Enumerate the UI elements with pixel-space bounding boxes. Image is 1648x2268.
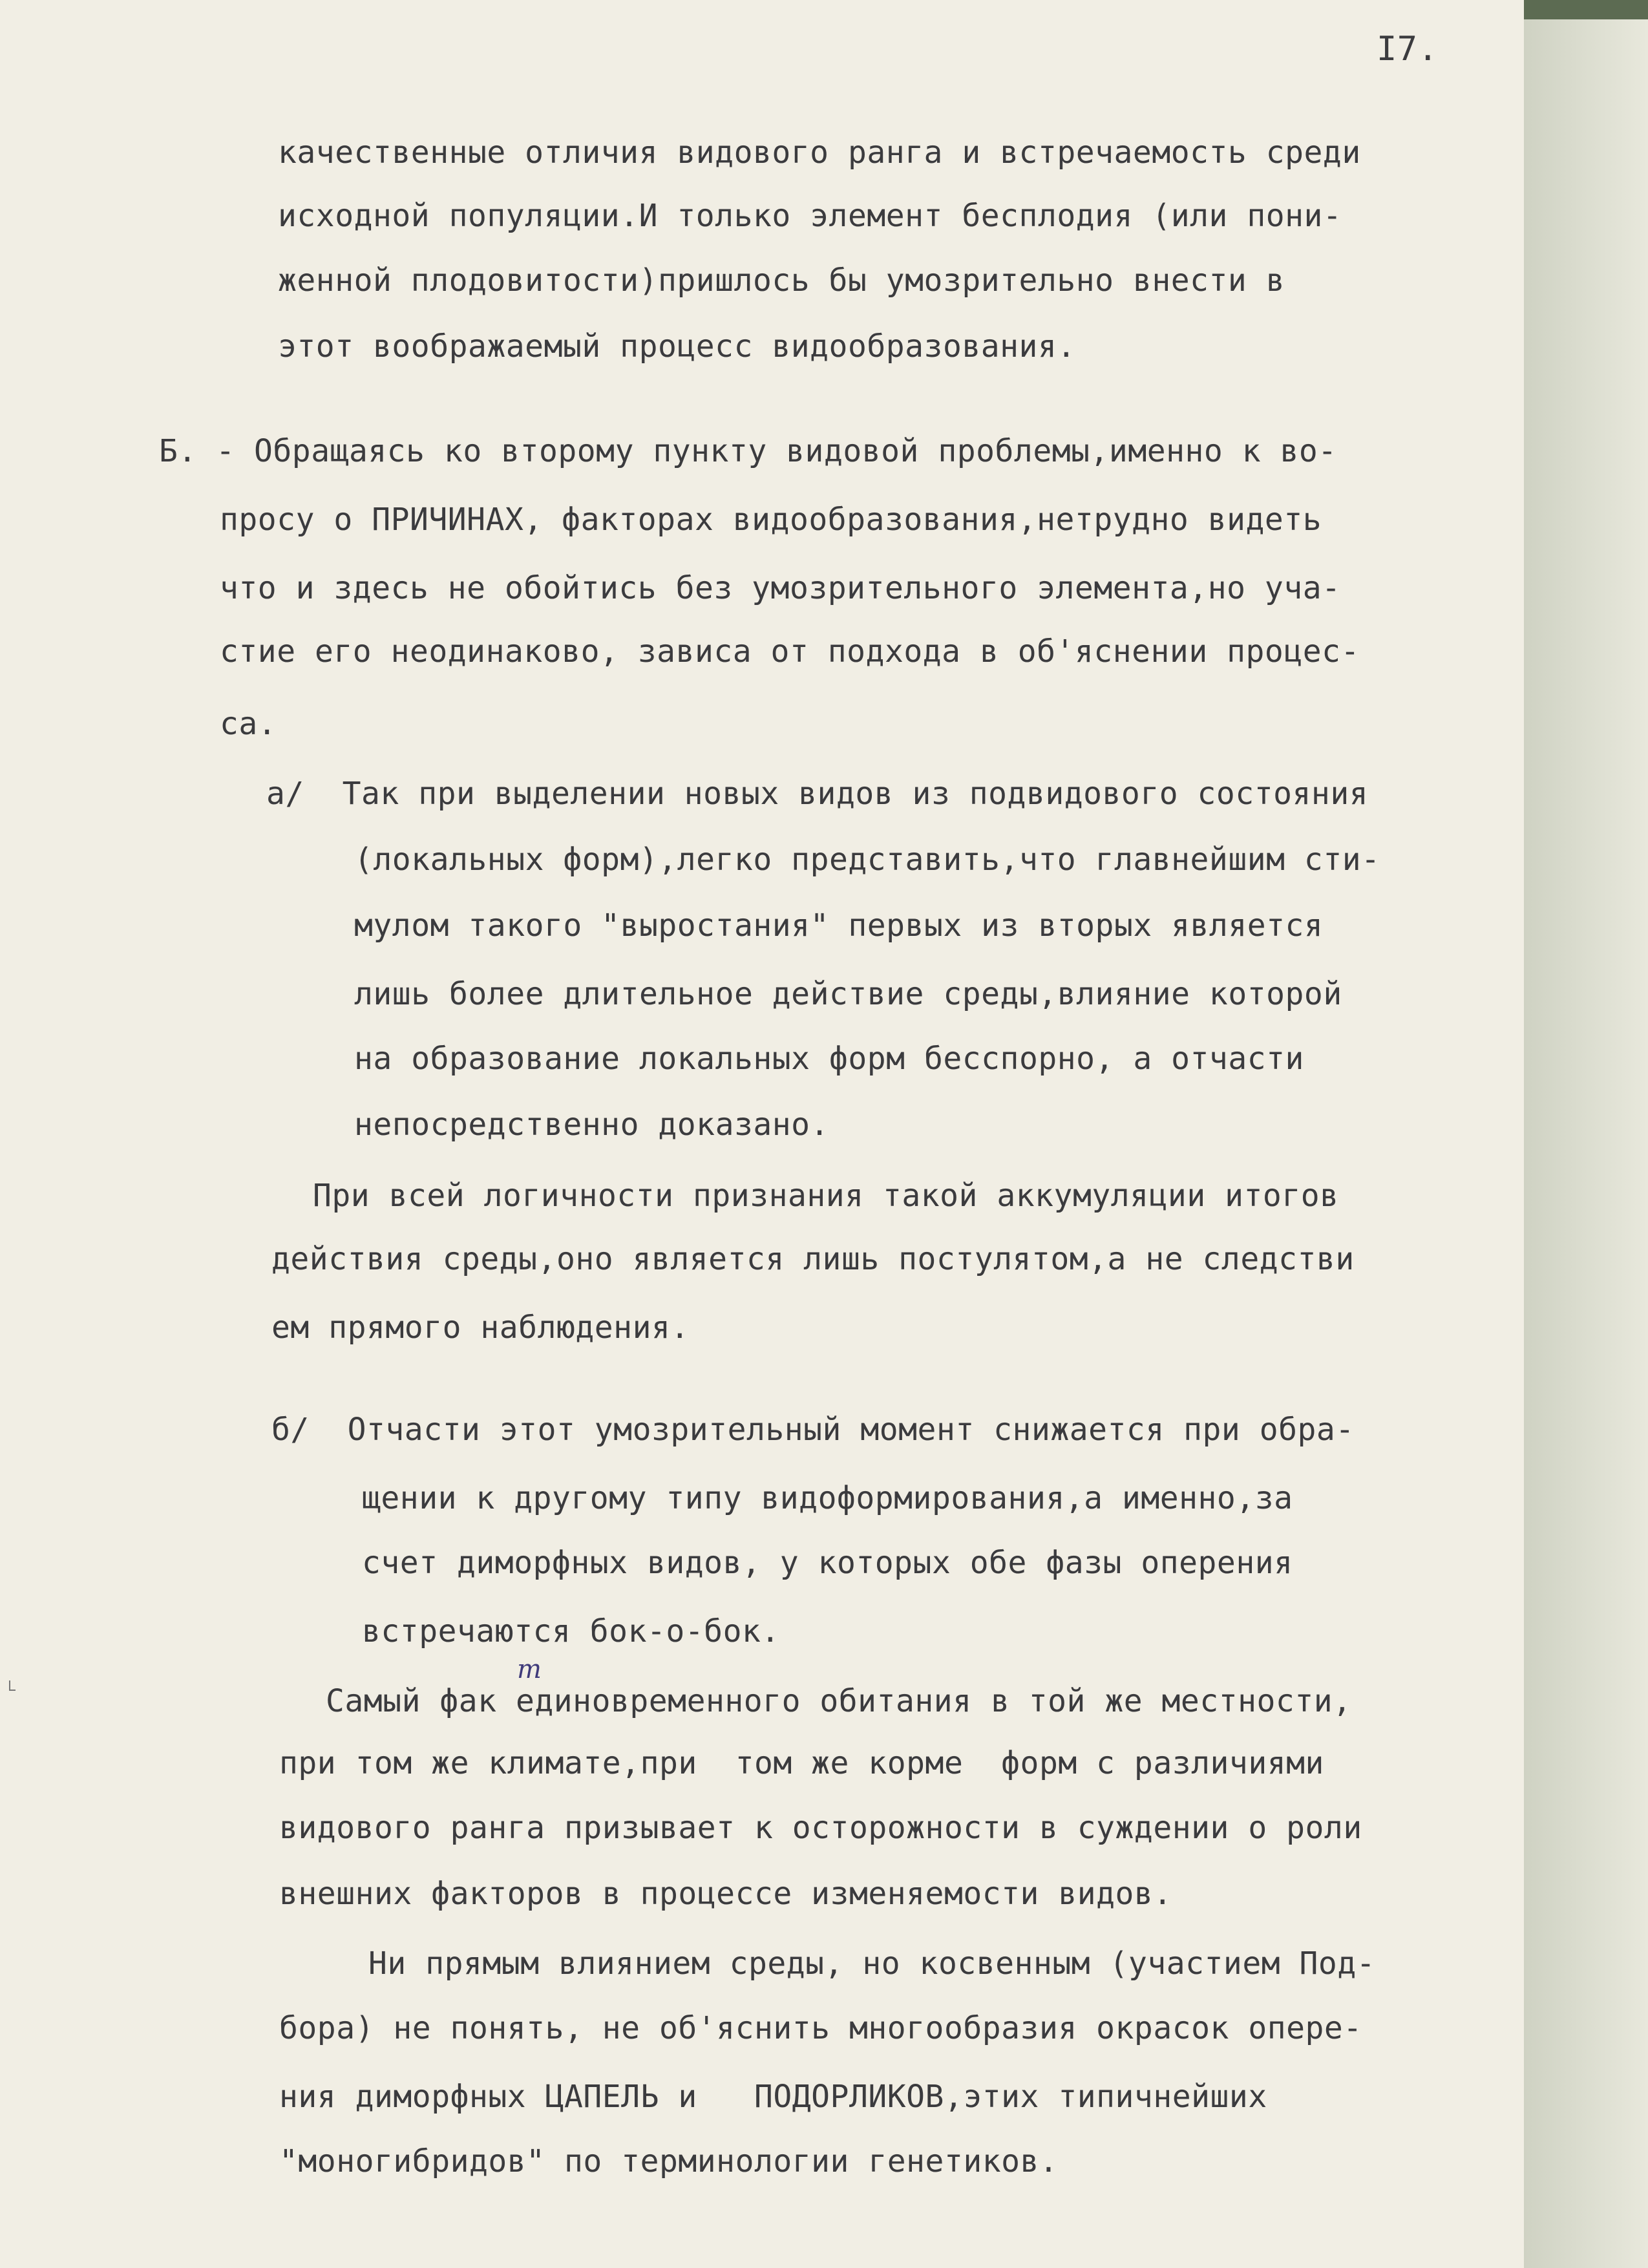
- para2-line-1: Самый фак единовременного обитания в той же местности,: [326, 1683, 1352, 1719]
- para2-line-4: внешних факторов в процессе изменяемости видов.: [279, 1876, 1172, 1912]
- item-a-line-4: лишь более длительное действие среды,влияние которой: [354, 976, 1342, 1012]
- page-number: I7.: [1377, 30, 1439, 69]
- item-a-line-6: непосредственно доказано.: [354, 1107, 829, 1143]
- background-strip-top: [1524, 0, 1648, 19]
- para3-line-4: "моногибридов" по терминологии генетиков.: [279, 2143, 1059, 2179]
- section-b-line-1: Б. - Обращаясь ко второму пункту видовой проблемы,именно к во-: [159, 433, 1337, 469]
- section-b-line-2: просу о ПРИЧИНАХ, факторах видообразования,нетрудно видеть: [220, 502, 1322, 538]
- item-b-line-3: счет диморфных видов, у которых обе фазы оперения: [362, 1545, 1293, 1581]
- para3-line-1: Ни прямым влиянием среды, но косвенным (участием Под-: [368, 1945, 1376, 1982]
- section-b-line-4: стие его неодинаково, зависа от подхода в об'яснении процес-: [220, 633, 1360, 670]
- section-b-line-3: что и здесь не обойтись без умозрительного элемента,но уча-: [220, 570, 1341, 606]
- background-strip: [1524, 0, 1648, 2268]
- para-line-1: При всей логичности признания такой аккумуляции итогов: [313, 1178, 1339, 1214]
- para-line-2: действия среды,оно является лишь постулятом,а не следстви: [271, 1241, 1355, 1277]
- item-b-line-4: встречаются бок-о-бок.: [362, 1613, 780, 1649]
- para3-line-3: ния диморфных ЦАПЕЛЬ и ПОДОРЛИКОВ,этих типичнейших: [279, 2079, 1267, 2115]
- item-a-line-5: на образование локальных форм бесспорно, а отчасти: [354, 1041, 1304, 1077]
- item-a-line-1: а/ Так при выделении новых видов из подвидового состояния: [266, 776, 1369, 812]
- text-line-2: исходной популяции.И только элемент бесплодия (или пони-: [278, 198, 1342, 234]
- item-a-line-3: мулом такого "выростания" первых из вторых является: [354, 907, 1324, 944]
- item-b-line-1: б/ Отчасти этот умозрительный момент снижается при обра-: [271, 1412, 1355, 1448]
- text-line-3: женной плодовитости)пришлось бы умозрительно внести в: [278, 262, 1285, 299]
- margin-tick: [9, 1680, 16, 1691]
- handwritten-insert: т: [517, 1655, 542, 1684]
- item-a-line-2: (локальных форм),легко представить,что главнейшим сти-: [354, 842, 1380, 878]
- para-line-3: ем прямого наблюдения.: [271, 1309, 690, 1346]
- para3-line-2: бора) не понять, не об'яснить многообразия окрасок опере-: [279, 2010, 1362, 2046]
- para2-line-3: видового ранга призывает к осторожности в суждении о роли: [279, 1810, 1362, 1846]
- text-line-1: качественные отличия видового ранга и встречаемость среди: [278, 134, 1361, 171]
- section-b-line-5: са.: [220, 706, 277, 742]
- item-b-line-2: щении к другому типу видоформирования,а именно,за: [362, 1480, 1293, 1516]
- para2-line-2: при том же климате,при том же корме форм с различиями: [279, 1745, 1324, 1781]
- text-line-4: этот воображаемый процесс видообразования.: [278, 328, 1076, 365]
